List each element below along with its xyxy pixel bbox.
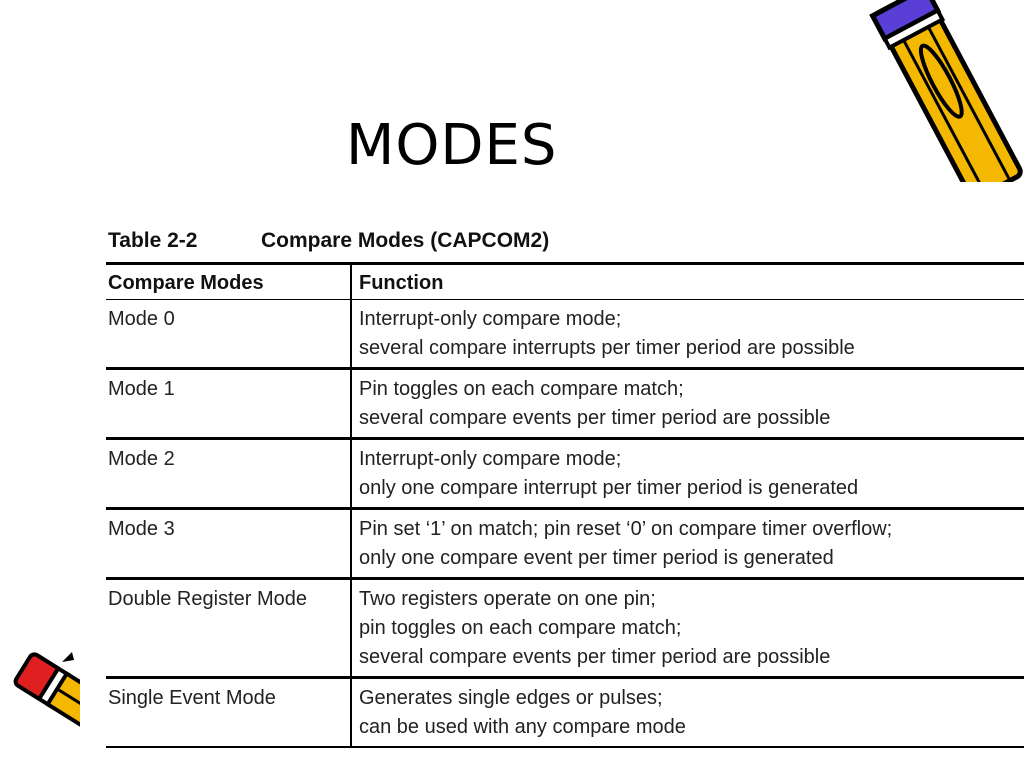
function-line: only one compare event per timer period is generated xyxy=(359,547,834,569)
table-row xyxy=(106,369,1024,439)
function-cell xyxy=(351,579,1024,678)
function-line: can be used with any compare mode xyxy=(359,716,686,738)
function-cell xyxy=(351,509,1024,579)
table-row xyxy=(106,579,1024,678)
table-row xyxy=(106,300,1024,369)
function-line: Pin set ‘1’ on match; pin reset ‘0’ on compare timer overflow; xyxy=(359,518,893,540)
function-line: Pin toggles on each compare match; xyxy=(359,378,684,400)
compare-modes-table xyxy=(106,262,1024,748)
header-function: Function xyxy=(351,264,1024,300)
table-title: Compare Modes (CAPCOM2) xyxy=(261,229,550,252)
function-line: several compare interrupts per timer period are possible xyxy=(359,337,855,359)
table-row xyxy=(106,509,1024,579)
mode-cell: Mode 1 xyxy=(106,369,351,439)
function-line: Generates single edges or pulses; xyxy=(359,687,663,709)
mode-cell: Mode 3 xyxy=(106,509,351,579)
function-line: Interrupt-only compare mode; xyxy=(359,448,622,470)
function-line: several compare events per timer period are possible xyxy=(359,407,831,429)
function-cell xyxy=(351,369,1024,439)
table-header-row xyxy=(106,264,1024,300)
table-row xyxy=(106,678,1024,748)
table-number: Table 2-2 xyxy=(108,229,198,252)
table-caption xyxy=(108,229,549,253)
pencil-icon xyxy=(0,640,80,740)
mode-cell: Double Register Mode xyxy=(106,579,351,678)
mode-cell: Single Event Mode xyxy=(106,678,351,748)
function-line: Interrupt-only compare mode; xyxy=(359,308,622,330)
header-compare-modes: Compare Modes xyxy=(106,264,351,300)
function-cell xyxy=(351,678,1024,748)
pencil-icon xyxy=(858,0,1024,182)
function-line: several compare events per timer period are possible xyxy=(359,646,831,668)
function-cell xyxy=(351,439,1024,509)
function-line: only one compare interrupt per timer period is generated xyxy=(359,477,859,499)
function-line: pin toggles on each compare match; xyxy=(359,617,682,639)
function-cell xyxy=(351,300,1024,369)
mode-cell: Mode 0 xyxy=(106,300,351,369)
slide-title: MODES xyxy=(346,113,558,178)
mode-cell: Mode 2 xyxy=(106,439,351,509)
function-line: Two registers operate on one pin; xyxy=(359,588,656,610)
table-body xyxy=(106,300,1024,748)
table-row xyxy=(106,439,1024,509)
